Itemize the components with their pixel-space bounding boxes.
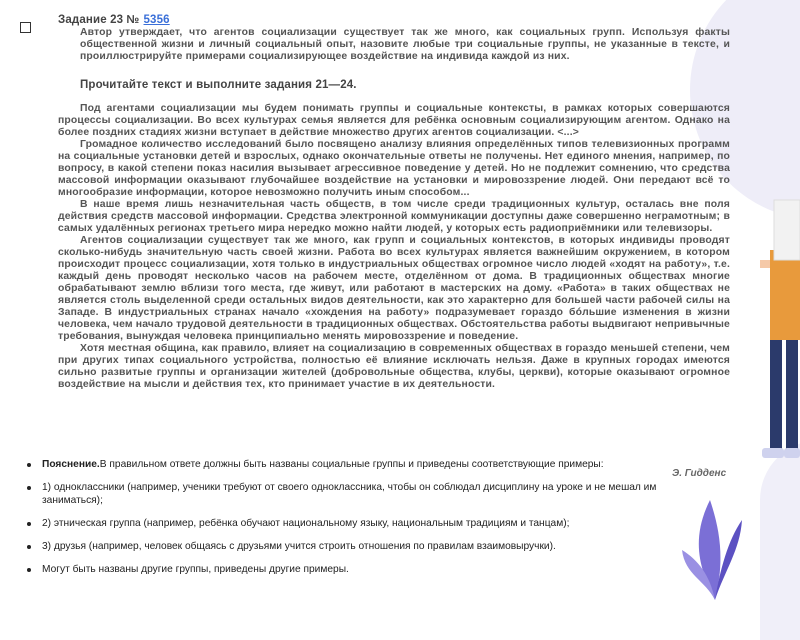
background-shape (760, 440, 800, 640)
text-paragraph: Агентов социализации существует так же много, как групп и социальных контекстов, в которых индивиды проводят сколько-нибудь значительную часть своей жизни. Работа во всех культурах является важнейшим окружением, в котором происходит процесс социализации, хотя только в индустриальных обществах огромное число людей «ходят на работу», т.е. каждый день проводят несколько часов на рабочем месте, отделённом от дома. В традиционных обществах многие обрабатывают землю вблизи того места, где живут, или работают в мастерских на дому. «Работа» в таких обществах не является столь выделенной среди остальных видов деятельности, как это характерно для большей части рабочей силы на Западе. В индустриальных странах начало «хождения на работу» подразумевает гораздо бóльшие изменения в жизни человека, чем начало трудовой деятельности в традиционных обществах. Обстоятельства работы выдвигают непривычные требования, вынуждая человека принципиально менять мировоззрение и поведение. (58, 235, 730, 342)
text-paragraph: Громадное количество исследований было посвящено анализу влияния определённых типов телевизионных программ на социальные установки детей и взрослых, однако окончательные ответы не получены. Нет единого мнения, например, по вопросу, в какой степени показ насилия вызывает агрессивное поведение у детей. Но не подлежит сомнению, что средства массовой информации оказывают глубочайшее воздействие на установки и мировоззрение людей. Они передают всё то многообразие информации, которое невозможно получить иным способом... (58, 139, 730, 198)
person-illustration-icon (740, 140, 800, 470)
explanation-label: Пояснение. (42, 459, 100, 470)
task-title (58, 14, 730, 26)
checkbox-icon[interactable] (20, 22, 31, 33)
list-item: 3) друзья (например, человек общаясь с друзьями учится строить отношения по правилам взаимовыручки). (26, 540, 706, 553)
list-item (26, 458, 706, 471)
list-item: 1) одноклассники (например, ученики требуют от своего одноклассника, чтобы он соблюдал дисциплину на уроке и не мешал им заниматься); (26, 481, 706, 507)
text-paragraph: В наше время лишь незначительная часть обществ, в том числе среди традиционных культур, осталась вне поля действия средств массовой информации. Средства электронной коммуникации доступны даже совершенно неграмотным; в самых удалённых регионах третьего мира нередко можно найти людей, у которых есть радиоприёмники или телевизоры. (58, 199, 730, 234)
explanation-text: В правильном ответе должны быть названы социальные группы и приведены соответствующие примеры: (99, 459, 604, 470)
author-signature: Э. Гидденс (672, 468, 727, 479)
task-label: Задание 23 № (58, 14, 140, 26)
text-paragraph: Хотя местная община, как правило, влияет на социализацию в современных обществах в гораздо меньшей степени, чем при других типах социального устройства, полностью её влияние исключать нельзя. Даже в крупных городах имеются сильно развитые группы и организации жителей (добровольные общества, клубы, церкви), которые оказывают огромное воздействие на мысли и действия тех, кто принимает участие в их деятельности. (58, 343, 730, 390)
task-block (58, 14, 730, 391)
text-paragraph: Под агентами социализации мы будем понимать группы и социальные контексты, в рамках которых совершаются процессы социализации. Во всех культурах семья является для ребёнка основным социализирующим агентом. Однако на более поздних стадиях жизни вступает в действие множество других агентов социализации. <...> (58, 103, 730, 138)
task-question: Автор утверждает, что агентов социализации существует так же много, как социальных групп. Используя факты общественной жизни и личный социальный опыт, назовите любые три социальные группы, не указанные в тексте, и проиллюстрируйте примерами социализирующее воздействие на индивида каждой из них. (80, 27, 730, 62)
answer-list (26, 458, 706, 586)
list-item: 2) этническая группа (например, ребёнка обучают национальному языку, национальным традициям и танцам); (26, 517, 706, 530)
task-instruction: Прочитайте текст и выполните задания 21—24. (80, 79, 357, 91)
task-number-link[interactable]: 5356 (143, 14, 170, 26)
list-item: Могут быть названы другие группы, приведены другие примеры. (26, 563, 706, 576)
